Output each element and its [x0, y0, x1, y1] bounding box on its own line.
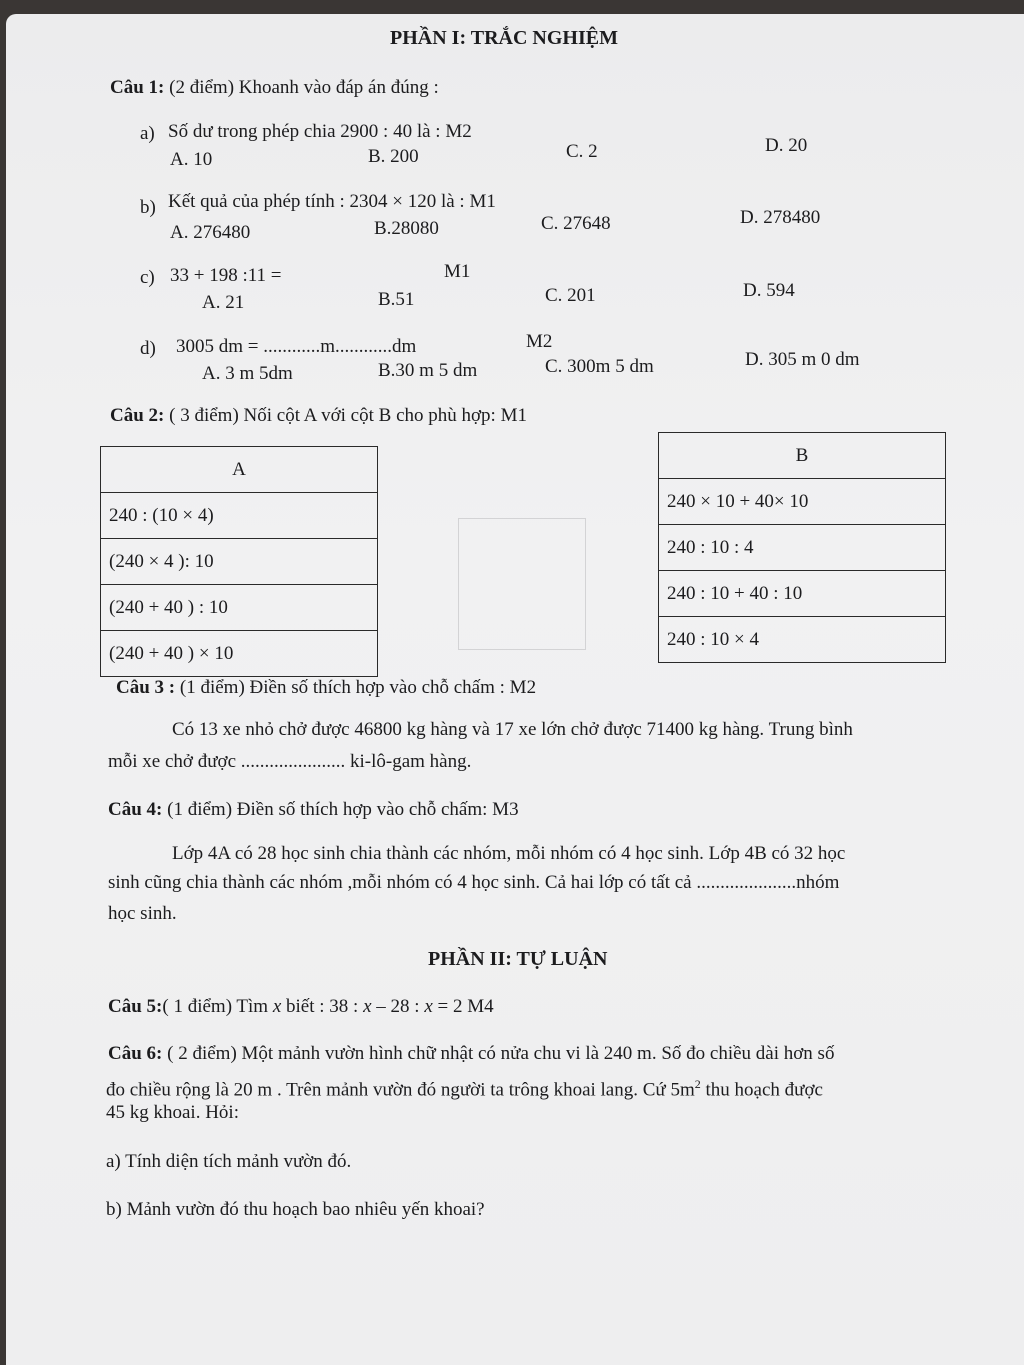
- column-b-header: B: [659, 433, 946, 479]
- q1a-option-c: C. 2: [566, 141, 598, 162]
- q1b-prefix: b): [140, 197, 156, 218]
- q6-line3: 45 kg khoai. Hỏi:: [106, 1102, 239, 1123]
- q1-heading: [110, 76, 439, 100]
- q5-text-part2: biết : 38 :: [281, 996, 364, 1017]
- q4-line1: Lớp 4A có 28 học sinh chia thành các nhóm, mỗi nhóm có 4 học sinh. Lớp 4B có 32 học: [172, 843, 846, 864]
- q1c-option-b: B.51: [378, 289, 415, 310]
- q5-label: Câu 5:: [108, 996, 163, 1017]
- q1d-prefix: d): [140, 338, 156, 359]
- q3-line2: mỗi xe chở được ...................... ki-lô-gam hàng.: [108, 751, 472, 772]
- q1a-option-b: B. 200: [368, 146, 419, 167]
- column-a-row: (240 × 4 ): 10: [101, 539, 378, 585]
- q5-text-part4: = 2 M4: [432, 996, 494, 1017]
- q1b-question: Kết quả của phép tính : 2304 × 120 là : M1: [168, 191, 496, 212]
- q6-line2: [106, 1072, 823, 1102]
- q6-part-b: b) Mảnh vườn đó thu hoạch bao nhiêu yến khoai?: [106, 1199, 485, 1220]
- q1-label: Câu 1:: [110, 77, 165, 98]
- column-b-table: [658, 432, 946, 663]
- q1d-question: 3005 dm = ............m............dm: [176, 336, 417, 357]
- q2-text: ( 3 điểm) Nối cột A với cột B cho phù hợp: M1: [169, 405, 527, 426]
- q6-part-a: a) Tính diện tích mảnh vườn đó.: [106, 1151, 352, 1172]
- q1d-option-d: D. 305 m 0 dm: [745, 349, 860, 370]
- column-a-row: (240 + 40 ) : 10: [101, 585, 378, 631]
- q1d-option-a: A. 3 m 5dm: [202, 363, 293, 384]
- q1c-option-a: A. 21: [202, 292, 245, 313]
- q1b-option-b: B.28080: [374, 218, 439, 239]
- q4-line3: học sinh.: [108, 903, 177, 924]
- q5-line: [108, 995, 494, 1019]
- q5-text-part3: – 28 :: [371, 996, 425, 1017]
- q1c-option-c: C. 201: [545, 285, 596, 306]
- part2-title: PHẦN II: TỰ LUẬN: [428, 948, 608, 970]
- column-a-table: [100, 446, 378, 677]
- q3-text: (1 điểm) Điền số thích hợp vào chỗ chấm : M2: [179, 677, 537, 698]
- q1d-option-c: C. 300m 5 dm: [545, 356, 654, 377]
- q5-variable: x: [363, 996, 372, 1017]
- q5-variable: x: [272, 996, 282, 1017]
- q6-label: Câu 6:: [108, 1043, 163, 1064]
- part1-title: PHẦN I: TRẮC NGHIỆM: [390, 27, 618, 49]
- q1c-option-d: D. 594: [743, 280, 795, 301]
- q1d-option-b: B.30 m 5 dm: [378, 360, 478, 381]
- q4-heading: [108, 798, 519, 822]
- faint-trapezoid-figure: [458, 518, 586, 650]
- q6-line1: [108, 1042, 834, 1066]
- q1-text: (2 điểm) Khoanh vào đáp án đúng :: [169, 77, 439, 98]
- column-a-header: A: [101, 447, 378, 493]
- q1a-question: Số dư trong phép chia 2900 : 40 là : M2: [168, 121, 472, 142]
- column-b-row: 240 : 10 × 4: [659, 617, 946, 663]
- q1c-level: M1: [444, 261, 471, 282]
- q5-variable: x: [424, 996, 433, 1017]
- column-b-row: 240 : 10 + 40 : 10: [659, 571, 946, 617]
- column-b-row: 240 × 10 + 40× 10: [659, 479, 946, 525]
- column-a-row: (240 + 40 ) × 10: [101, 631, 378, 677]
- q1b-option-d: D. 278480: [740, 207, 821, 228]
- q6-line2-text: đo chiều rộng là 20 m . Trên mảnh vườn đó người ta trông khoai lang. Cứ 5m: [106, 1079, 695, 1101]
- column-b-row: 240 : 10 : 4: [659, 525, 946, 571]
- q4-line2: sinh cũng chia thành các nhóm ,mỗi nhóm có 4 học sinh. Cả hai lớp có tất cả .....................nhóm: [108, 872, 840, 893]
- q1a-option-d: D. 20: [765, 135, 808, 156]
- q2-label: Câu 2:: [110, 405, 165, 426]
- q4-label: Câu 4:: [108, 799, 163, 820]
- q1b-option-c: C. 27648: [541, 213, 611, 234]
- q3-line1: Có 13 xe nhỏ chở được 46800 kg hàng và 17 xe lớn chở được 71400 kg hàng. Trung bình: [172, 719, 853, 740]
- q3-heading: [116, 676, 536, 700]
- q1d-level: M2: [526, 331, 553, 352]
- q1a-option-a: A. 10: [170, 149, 213, 170]
- q6-text: ( 2 điểm) Một mảnh vườn hình chữ nhật có nửa chu vi là 240 m. Số đo chiều dài hơn số: [167, 1043, 835, 1064]
- q5-text-part1: ( 1 điểm) Tìm: [162, 996, 273, 1017]
- q1c-prefix: c): [140, 267, 155, 288]
- q1b-option-a: A. 276480: [170, 222, 251, 243]
- q1a-prefix: a): [140, 123, 155, 144]
- q4-text: (1 điểm) Điền số thích hợp vào chỗ chấm: M3: [167, 799, 519, 820]
- q3-label: Câu 3 :: [116, 677, 176, 698]
- q6-line2-tail: thu hoạch được: [700, 1079, 823, 1101]
- q6-line2-superscript: 2: [694, 1077, 701, 1091]
- q2-heading: [110, 404, 527, 428]
- column-a-row: 240 : (10 × 4): [101, 493, 378, 539]
- q1c-question: 33 + 198 :11 =: [170, 265, 282, 286]
